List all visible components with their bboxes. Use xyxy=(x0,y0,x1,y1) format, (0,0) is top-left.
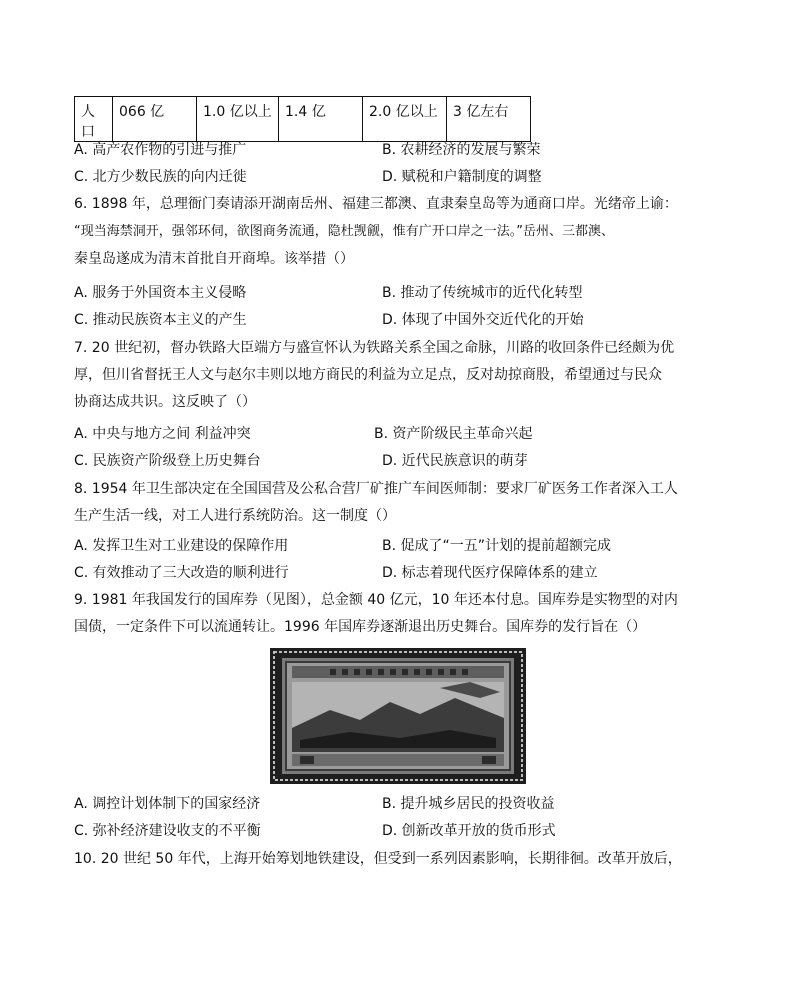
q9-stem-line: 9. 1981 年我国发行的国库券（见图），总金额 40 亿元，10 年还本付息。国库券是实物型的对内 xyxy=(74,592,678,608)
q6-option-b: B. 推动了传统城市的近代化转型 xyxy=(382,285,583,301)
q8-option-c: C. 有效推动了三大改造的顺利进行 xyxy=(74,565,289,581)
q7-option-b: B. 资产阶级民主革命兴起 xyxy=(374,426,533,442)
q7-option-a: A. 中央与地方之间 利益冲突 xyxy=(74,426,251,442)
q7-stem-line: 7. 20 世纪初，督办铁路大臣端方与盛宣怀认为铁路关系全国之命脉，川路的收回条件已经颇为优 xyxy=(74,340,675,356)
table-cell: 1.0 亿以上 xyxy=(197,97,279,142)
q5-option-b: B. 农耕经济的发展与繁荣 xyxy=(382,142,541,158)
q9-option-c: C. 弥补经济建设收支的不平衡 xyxy=(74,823,261,839)
q6-option-c: C. 推动民族资本主义的产生 xyxy=(74,312,247,328)
q9-stem-line: 国债，一定条件下可以流通转让。1996 年国库券逐渐退出历史舞台。国库券的发行旨在（） xyxy=(74,619,647,635)
q6-stem-line: 秦皇岛遂成为清末首批自开商埠。该举措（） xyxy=(74,251,354,267)
q8-stem-line: 生产生活一线，对工人进行系统防治。这一制度（） xyxy=(74,508,396,524)
q10-stem-line: 10. 20 世纪 50 年代，上海开始筹划地铁建设，但受到一系列因素影响，长期徘徊。改革开放后， xyxy=(74,851,682,867)
table-row xyxy=(75,97,531,142)
q5-option-a: A. 高产农作物的引进与推广 xyxy=(74,142,247,158)
q9-option-d: D. 创新改革开放的货币形式 xyxy=(382,823,556,839)
table-cell: 2.0 亿以上 xyxy=(363,97,447,142)
table-cell: 066 亿 xyxy=(113,97,197,142)
treasury-bond-image xyxy=(270,648,526,784)
q6-stem-line: “现当海禁洞开，强邻环伺，欲图商务流通，隐杜觊觎，惟有广开口岸之一法。”岳州、三都澳、 xyxy=(74,224,614,239)
table-cell: 1.4 亿 xyxy=(279,97,363,142)
q7-stem-line: 协商达成共识。这反映了（） xyxy=(74,394,256,410)
q5-option-c: C. 北方少数民族的向内迁徙 xyxy=(74,169,247,185)
q6-option-d: D. 体现了中国外交近代化的开始 xyxy=(382,312,584,328)
population-table xyxy=(74,96,531,142)
table-cell: 3 亿左右 xyxy=(447,97,531,142)
q8-stem-line: 8. 1954 年卫生部决定在全国国营及公私合营厂矿推广车间医师制：要求厂矿医务工作者深入工人 xyxy=(74,481,678,497)
q9-option-b: B. 提升城乡居民的投资收益 xyxy=(382,796,555,812)
q8-option-a: A. 发挥卫生对工业建设的保障作用 xyxy=(74,538,289,554)
q7-option-d: D. 近代民族意识的萌芽 xyxy=(382,453,528,469)
q6-stem-line: 6. 1898 年，总理衙门奏请添开湖南岳州、福建三都澳、直隶秦皇岛等为通商口岸。光绪帝上谕： xyxy=(74,196,678,212)
q8-option-b: B. 促成了“一五”计划的提前超额完成 xyxy=(382,538,612,554)
q9-option-a: A. 调控计划体制下的国家经济 xyxy=(74,796,261,812)
q5-option-d: D. 赋税和户籍制度的调整 xyxy=(382,169,542,185)
q7-stem-line: 厚，但川省督抚王人文与赵尔丰则以地方商民的利益为立足点，反对劫掠商股，希望通过与民众 xyxy=(74,367,662,383)
q8-option-d: D. 标志着现代医疗保障体系的建立 xyxy=(382,565,598,581)
treasury-bond-picture xyxy=(270,648,526,784)
table-cell: 人口 xyxy=(75,97,113,142)
q7-option-c: C. 民族资产阶级登上历史舞台 xyxy=(74,453,261,469)
q6-option-a: A. 服务于外国资本主义侵略 xyxy=(74,285,247,301)
